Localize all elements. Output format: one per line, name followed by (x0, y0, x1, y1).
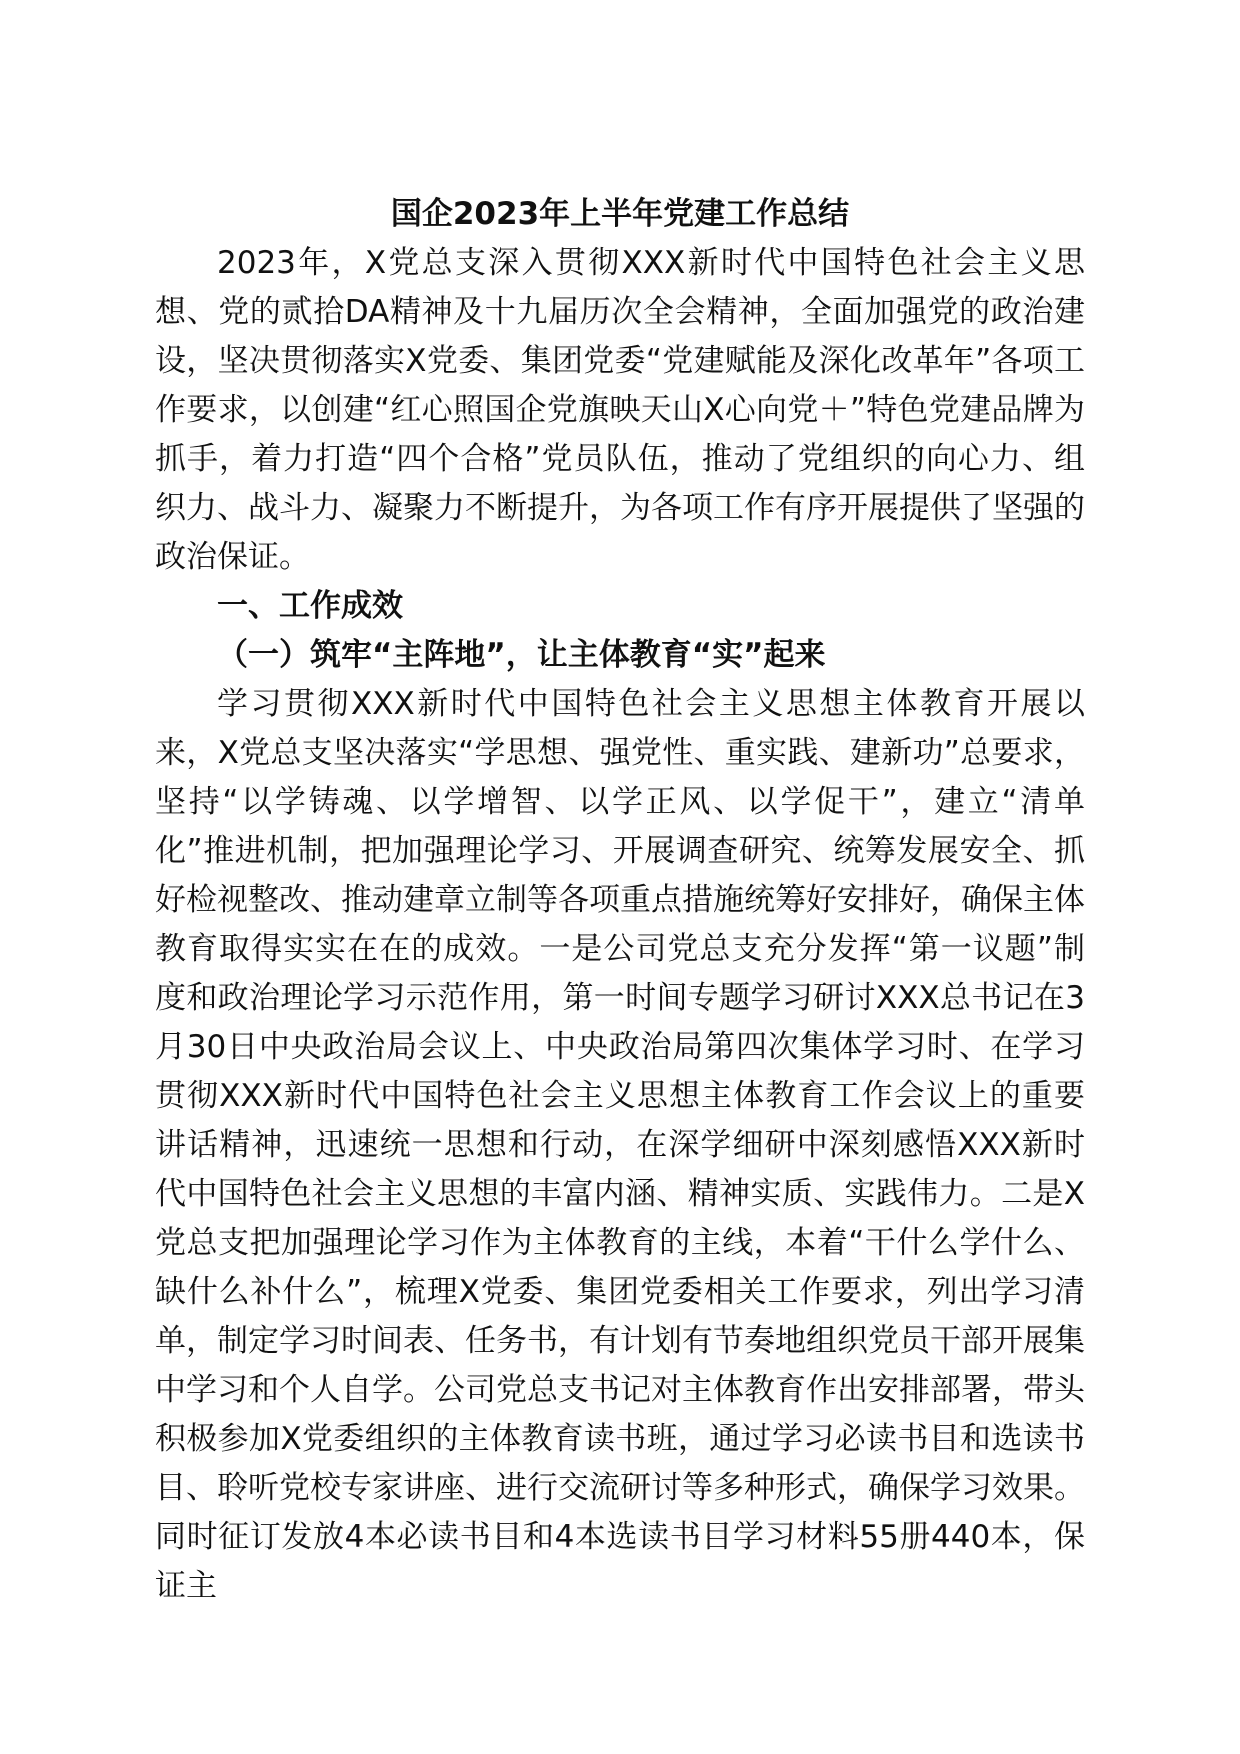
document-body (155, 190, 1085, 1611)
subsection-heading: （一）筑牢“主阵地”，让主体教育“实”起来 (217, 637, 826, 673)
document-title: 国企2023年上半年党建工作总结 (390, 196, 850, 232)
subsection-paragraph: 学习贯彻XXX新时代中国特色社会主义思想主体教育开展以来，X党总支坚决落实“学思想、强党性、重实践、建新功”总要求，坚持“以学铸魂、以学增智、以学正风、以学促干”，建立“清单化”推进机制，把加强理论学习、开展调查研究、统筹发展安全、抓好检视整改、推动建章立制等各项重点措施统筹好安排好，确保主体教育取得实实在在的成效。一是公司党总支充分发挥“第一议题”制度和政治理论学习示范作用，第一时间专题学习研讨XXX总书记在3月30日中央政治局会议上、中央政治局第四次集体学习时、在学习贯彻XXX新时代中国特色社会主义思想主体教育工作会议上的重要讲话精神，迅速统一思想和行动，在深学细研中深刻感悟XXX新时代中国特色社会主义思想的丰富内涵、精神实质、实践伟力。二是X党总支把加强理论学习作为主体教育的主线，本着“干什么学什么、缺什么补什么”，梳理X党委、集团党委相关工作要求，列出学习清单，制定学习时间表、任务书，有计划有节奏地组织党员干部开展集中学习和个人自学。公司党总支书记对主体教育作出安排部署，带头积极参加X党委组织的主体教育读书班，通过学习必读书目和选读书目、聆听党校专家讲座、进行交流研讨等多种形式，确保学习效果。同时征订发放4本必读书目和4本选读书目学习材料55册440本，保证主 (155, 686, 1085, 1604)
intro-paragraph: 2023年，X党总支深入贯彻XXX新时代中国特色社会主义思想、党的贰拾DA精神及十九届历次全会精神，全面加强党的政治建设，坚决贯彻落实X党委、集团党委“党建赋能及深化改革年”各项工作要求，以创建“红心照国企党旗映天山X心向党＋”特色党建品牌为抓手，着力打造“四个合格”党员队伍，推动了党组织的向心力、组织力、战斗力、凝聚力不断提升，为各项工作有序开展提供了坚强的政治保证。 (155, 245, 1085, 575)
section-heading: 一、工作成效 (217, 588, 403, 624)
